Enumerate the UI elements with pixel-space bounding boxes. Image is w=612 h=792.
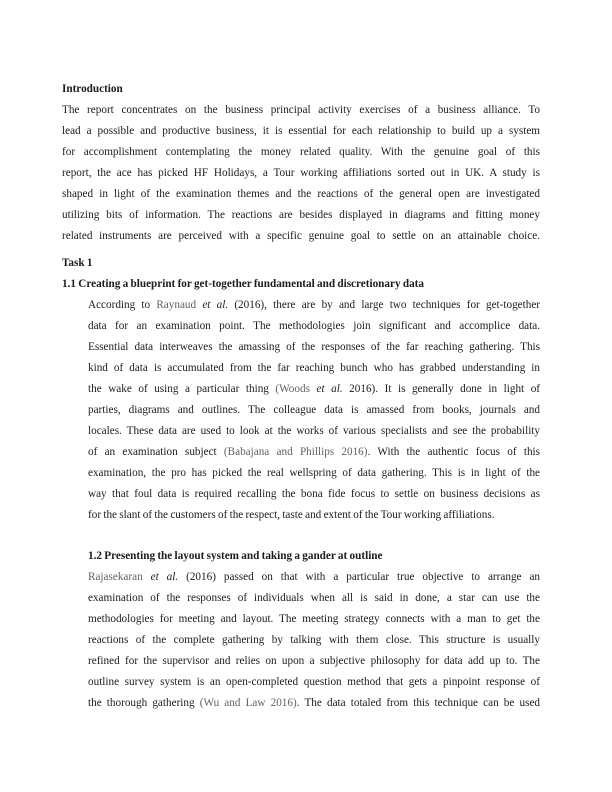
text-run: locales. These data are used to look at the works of various specialists and see the probability bbox=[88, 425, 540, 437]
text-run: the wake of using a particular thing bbox=[88, 383, 276, 395]
text-run: for accomplishment contemplating the money related quality. With the genuine goal of this bbox=[62, 146, 540, 158]
text-run: According to bbox=[88, 299, 157, 311]
heading-line bbox=[62, 79, 540, 100]
heading-line bbox=[62, 253, 540, 274]
text-run: utilizing bits of information. The reactions are besides displayed in diagrams and fitting money bbox=[62, 209, 540, 221]
text-line bbox=[88, 630, 540, 651]
text-run: of an examination subject bbox=[88, 446, 224, 458]
text-run: Essential data interweaves the amassing of the responses of the far reaching gathering. This bbox=[88, 341, 540, 353]
text-line bbox=[88, 442, 540, 463]
text-run: reactions of the complete gathering by talking with them close. This structure is usually bbox=[88, 634, 540, 646]
text-run: et al. bbox=[202, 299, 229, 311]
text-line bbox=[62, 205, 540, 226]
text-run: et al. bbox=[150, 571, 179, 583]
paragraph-1-1 bbox=[88, 295, 540, 526]
text-run: the thorough gathering bbox=[88, 697, 200, 709]
text-line bbox=[88, 484, 540, 505]
text-line bbox=[88, 379, 540, 400]
intro-heading bbox=[62, 79, 540, 100]
citation-link[interactable]: Rajasekaran bbox=[88, 571, 143, 583]
citation-link[interactable]: Raynaud bbox=[156, 299, 197, 311]
text-line bbox=[88, 651, 540, 672]
heading-1-2 bbox=[88, 546, 540, 567]
text-run: et al. bbox=[316, 383, 343, 395]
text-run: Introduction bbox=[62, 83, 123, 95]
paragraph-1-2 bbox=[88, 567, 540, 714]
intro-paragraph bbox=[62, 100, 540, 247]
text-run: (2016), there are by and large two techniques for get-together bbox=[228, 299, 541, 311]
heading-line bbox=[62, 274, 540, 295]
text-run: 1.2 Presenting the layout system and taking a gander at outline bbox=[88, 550, 383, 562]
text-line bbox=[62, 100, 540, 121]
text-run: (2016) passed on that with a particular true objective to arrange an bbox=[178, 571, 541, 583]
text-line bbox=[88, 337, 540, 358]
text-run: parties, diagrams and outlines. The colleague data is amassed from books, journals and bbox=[88, 404, 540, 416]
citation-link[interactable]: (Babajana and Phillips 2016) bbox=[223, 446, 368, 458]
text-line bbox=[88, 588, 540, 609]
text-line bbox=[88, 463, 540, 484]
text-line bbox=[62, 142, 540, 163]
heading-line bbox=[88, 546, 540, 567]
text-run: way that foul data is required recalling the bona fide focus to settle on business decisions as bbox=[88, 488, 540, 500]
text-line bbox=[88, 672, 540, 693]
citation-link[interactable]: (Wu and Law 2016) bbox=[199, 697, 297, 709]
text-run: refined for the supervisor and relies on upon a subjective philosophy for data add up to. The bbox=[88, 655, 540, 667]
text-run: related instruments are perceived with a specific genuine goal to settle on an attainable choice. bbox=[62, 230, 540, 242]
text-line bbox=[88, 295, 540, 316]
text-line bbox=[88, 358, 540, 379]
text-run: examination of the responses of individuals when all is said in done, a star can use the bbox=[88, 592, 540, 604]
heading-task-1 bbox=[62, 253, 540, 274]
text-run: report, the ace has picked HF Holidays, a Tour working affiliations sorted out in UK. A study is bbox=[62, 167, 540, 179]
text-run: for the slant of the customers of the respect, taste and extent of the Tour working affiliations. bbox=[88, 509, 495, 521]
text-run: lead a possible and productive business, it is essential for each relationship to build up a system bbox=[62, 125, 540, 137]
text-line bbox=[88, 567, 540, 588]
text-run: data for an examination point. The methodologies join significant and accomplice data. bbox=[88, 320, 540, 332]
text-run bbox=[143, 571, 151, 583]
text-line bbox=[62, 163, 540, 184]
text-line bbox=[88, 400, 540, 421]
text-run: The report concentrates on the business principal activity exercises of a business alliance. To bbox=[62, 104, 540, 116]
text-run: kind of data is accumulated from the far reaching bunch who has grabbed understanding in bbox=[88, 362, 540, 374]
text-run: outline survey system is an open-completed question method that gets a pinpoint response of bbox=[88, 676, 540, 688]
text-run: . The data totaled from this technique can be used bbox=[296, 697, 541, 709]
text-line bbox=[88, 421, 540, 442]
text-run: . With the authentic focus of this bbox=[367, 446, 540, 458]
text-line bbox=[88, 609, 540, 630]
text-run: methodologies for meeting and layout. The meeting strategy connects with a man to get the bbox=[88, 613, 540, 625]
text-run: 1.1 Creating a blueprint for get-together fundamental and discretionary data bbox=[62, 278, 424, 290]
text-line bbox=[88, 505, 540, 526]
heading-1-1 bbox=[62, 274, 540, 295]
text-run: examination, the pro has picked the real wellspring of data gathering. This is in light of the bbox=[88, 467, 540, 479]
citation-link[interactable]: (Woods bbox=[275, 383, 310, 395]
text-run: shaped in light of the examination themes and the reactions of the general open are investigated bbox=[62, 188, 540, 200]
text-run: 2016). It is generally done in light of bbox=[342, 383, 541, 395]
text-line bbox=[62, 184, 540, 205]
text-line bbox=[62, 121, 540, 142]
text-line bbox=[62, 226, 540, 247]
text-line bbox=[88, 693, 540, 714]
text-line bbox=[88, 316, 540, 337]
text-run: Task 1 bbox=[62, 257, 93, 269]
